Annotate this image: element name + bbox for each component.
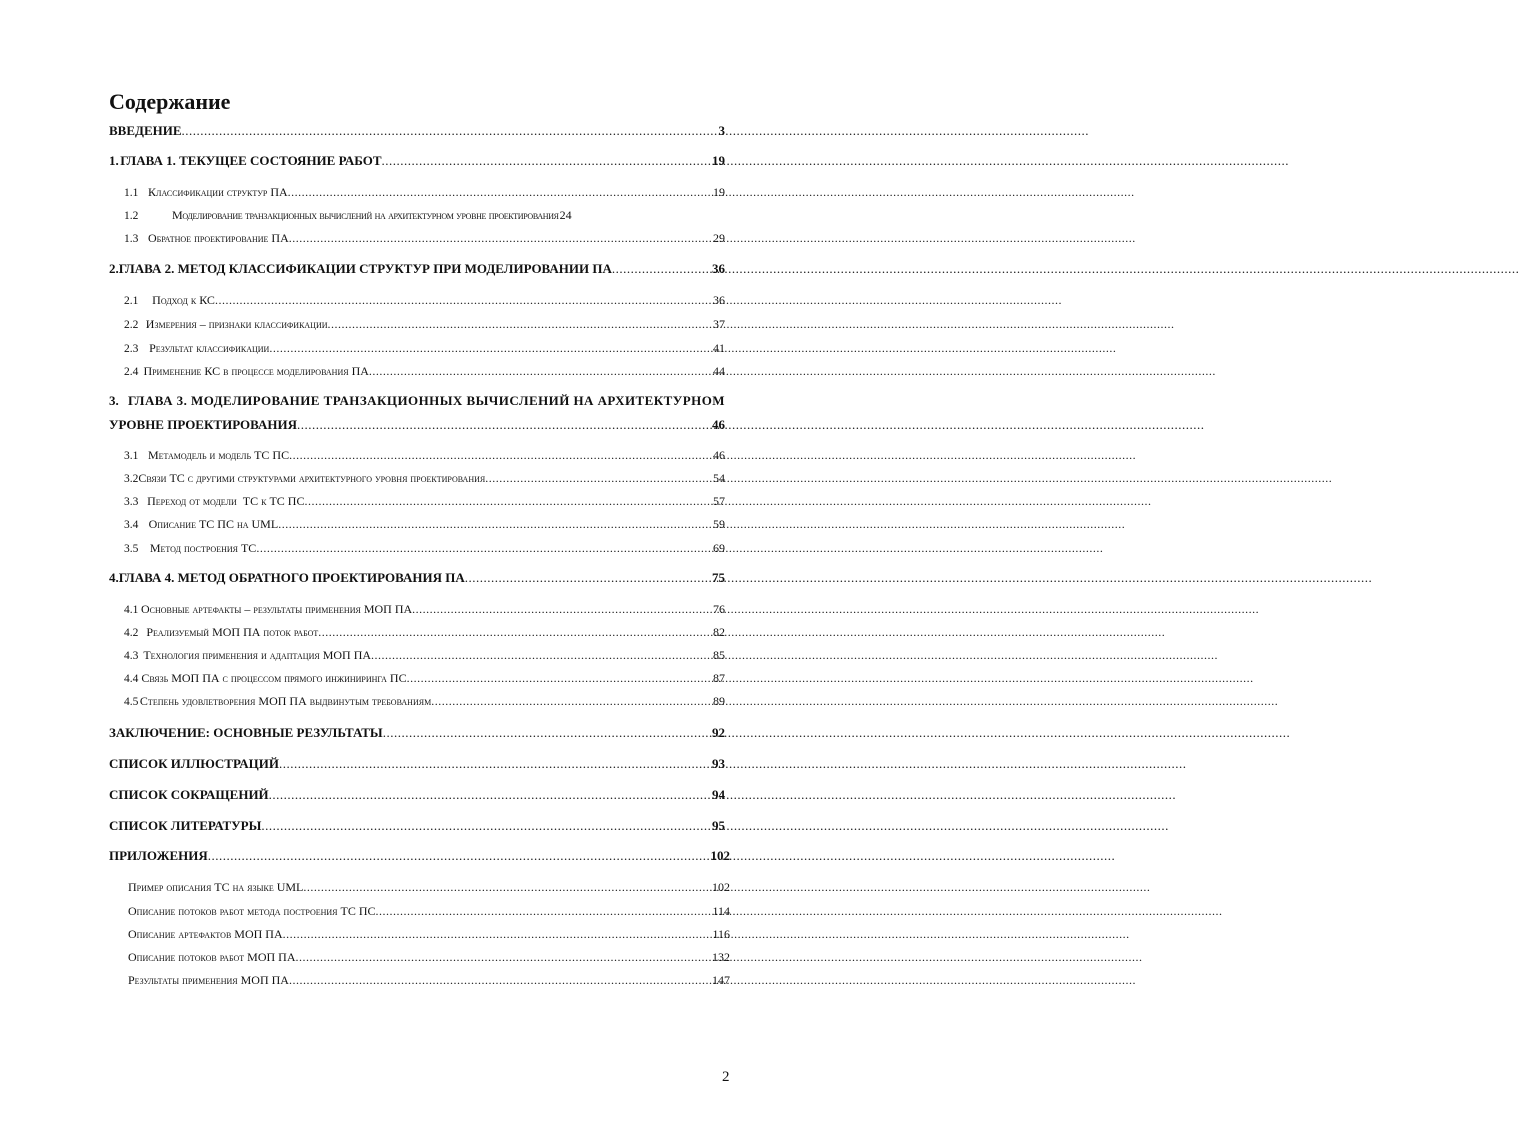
toc-entry-number: 1.3 bbox=[124, 233, 139, 245]
toc-leader bbox=[369, 363, 712, 379]
toc-entry-title: Описание артефактов МОП ПА bbox=[128, 927, 283, 941]
toc-entry-title: ГЛАВА 1. ТЕКУЩЕЕ СОСТОЯНИЕ РАБОТ bbox=[120, 153, 382, 168]
toc-leader bbox=[215, 292, 712, 308]
toc-leader bbox=[412, 601, 712, 617]
toc-entry-appendix-item bbox=[128, 879, 730, 895]
toc-page-number: 41 bbox=[713, 341, 725, 355]
toc-entry-title: Описание потоков работ метода построения ТС ПС bbox=[128, 904, 376, 918]
toc-entry-title: Степень удовлетворения МОП ПА выдвинутым требованиям bbox=[139, 694, 432, 708]
toc-page-number: 46 bbox=[713, 448, 725, 462]
toc-page-number: 36 bbox=[712, 261, 725, 276]
toc-leader bbox=[269, 340, 712, 356]
toc-entry-section bbox=[124, 601, 725, 618]
toc-leader bbox=[261, 818, 711, 834]
toc-leader bbox=[256, 540, 712, 556]
toc-entry-number: 3.4 bbox=[124, 519, 139, 531]
toc-entry-title: Метамодель и модель ТС ПС bbox=[147, 448, 290, 462]
toc-entry-section bbox=[124, 316, 725, 333]
toc-entry-section bbox=[124, 470, 725, 487]
toc-entry-appendix-item bbox=[128, 903, 730, 919]
toc-entry-chapter-3-continued bbox=[109, 417, 725, 433]
toc-page-number: 147 bbox=[712, 973, 730, 987]
toc-page-number: 46 bbox=[712, 417, 725, 432]
toc-page-number: 102 bbox=[712, 880, 730, 894]
toc-page-number: 93 bbox=[712, 756, 725, 771]
toc-entry-title: Классификации структур ПА bbox=[148, 185, 288, 199]
toc-entry-number: 1. bbox=[109, 153, 119, 168]
toc-entry-conclusion bbox=[109, 725, 725, 741]
toc-entry-title: Основные артефакты – результаты применения МОП ПА bbox=[140, 602, 413, 616]
toc-leader bbox=[382, 153, 711, 169]
toc-page-number: 132 bbox=[712, 950, 730, 964]
toc-entry-title: Реализуемый МОП ПА поток работ bbox=[146, 625, 319, 639]
toc-entry-section bbox=[124, 670, 725, 687]
toc-entry-title: СПИСОК ИЛЛЮСТРАЦИЙ bbox=[109, 756, 279, 771]
toc-entry-title: СПИСОК СОКРАЩЕНИЙ bbox=[109, 787, 269, 802]
toc-entry-chapter-1 bbox=[109, 153, 725, 169]
toc-entry-chapter-2 bbox=[109, 261, 725, 277]
toc-entry-section bbox=[124, 340, 725, 357]
toc-entry-title: ГЛАВА 4. МЕТОД ОБРАТНОГО ПРОЕКТИРОВАНИЯ ПА bbox=[118, 570, 465, 585]
toc-entry-illustrations bbox=[109, 756, 725, 772]
toc-leader bbox=[208, 848, 710, 864]
toc-entry-title: Связи ТС с другими структурами архитектурного уровня проектирования bbox=[138, 471, 486, 485]
toc-page-number: 76 bbox=[713, 602, 725, 616]
toc-entry-title: Описание ТС ПС на UML bbox=[148, 517, 279, 531]
toc-page-number: 59 bbox=[713, 517, 725, 531]
toc-entry-title: СПИСОК ЛИТЕРАТУРЫ bbox=[109, 818, 262, 833]
toc-page-number: 29 bbox=[713, 231, 725, 245]
toc-entry-number: 2. bbox=[109, 261, 119, 276]
page-title: Содержание bbox=[109, 89, 231, 114]
toc-entry-title: Применение КС в процессе моделирования ПА bbox=[143, 364, 369, 378]
toc-entry-number: 2.1 bbox=[124, 295, 139, 307]
toc-leader bbox=[407, 670, 712, 686]
toc-entry-number: 3.5 bbox=[124, 543, 139, 555]
toc-entry-number: 4. bbox=[109, 570, 119, 585]
toc-leader bbox=[289, 447, 712, 463]
toc-leader bbox=[465, 570, 711, 586]
toc-entry-title: ГЛАВА 3. МОДЕЛИРОВАНИЕ ТРАНЗАКЦИОННЫХ ВЫЧИСЛЕНИЙ НА АРХИТЕКТУРНОМ bbox=[128, 393, 725, 408]
toc-page-number: 92 bbox=[712, 725, 725, 740]
toc-page-number: 95 bbox=[712, 818, 725, 833]
toc-leader bbox=[318, 624, 712, 640]
toc-leader bbox=[182, 123, 718, 139]
toc-page-number: 75 bbox=[712, 570, 725, 585]
toc-entry-section bbox=[124, 447, 725, 464]
toc-entry-section bbox=[124, 647, 725, 664]
toc-entry-title: Связь МОП ПА с процессом прямого инжиниринга ПС bbox=[141, 671, 407, 685]
toc-leader bbox=[269, 787, 711, 803]
toc-entry-title: Результаты применения МОП ПА bbox=[128, 973, 289, 987]
toc-page-number: 54 bbox=[713, 471, 725, 485]
toc-leader bbox=[288, 184, 712, 200]
toc-entry-section bbox=[124, 184, 725, 201]
toc-entry-title: Подход к КС bbox=[152, 293, 215, 307]
toc-page-number: 24 bbox=[559, 208, 572, 222]
toc-entry-number: 2.2 bbox=[124, 319, 139, 331]
toc-entry-number: 2.4 bbox=[124, 366, 139, 378]
toc-leader bbox=[289, 972, 711, 988]
toc-entry-section bbox=[124, 292, 725, 309]
toc-leader bbox=[431, 693, 712, 709]
toc-entry-title: ЗАКЛЮЧЕНИЕ: ОСНОВНЫЕ РЕЗУЛЬТАТЫ bbox=[109, 725, 383, 740]
toc-page-number: 19 bbox=[712, 153, 725, 168]
toc-entry-section bbox=[124, 493, 725, 510]
toc-entry-appendix-item bbox=[128, 972, 730, 988]
toc-entry-section bbox=[124, 516, 725, 533]
toc-entry-number: 4.5 bbox=[124, 696, 139, 708]
toc-entry-section bbox=[124, 693, 725, 710]
toc-leader bbox=[278, 516, 712, 532]
toc-entry-literature bbox=[109, 818, 725, 834]
toc-page-number: 114 bbox=[712, 904, 730, 918]
toc-page-number: 36 bbox=[713, 293, 725, 307]
toc-entry-number: 3.1 bbox=[124, 450, 139, 462]
toc-entry-title: Описание потоков работ МОП ПА bbox=[128, 950, 296, 964]
page-number: 2 bbox=[722, 1069, 730, 1085]
toc-page-number: 44 bbox=[713, 364, 725, 378]
toc-entry-number: 4.4 bbox=[124, 673, 139, 685]
toc-entry-title: Пример описания ТС на языке UML bbox=[128, 880, 304, 894]
toc-leader bbox=[303, 879, 711, 895]
toc-entry-number: 4.3 bbox=[124, 650, 139, 662]
toc-page-number: 87 bbox=[713, 671, 725, 685]
toc-entry-title: Результат классификации bbox=[149, 341, 270, 355]
toc-entry-title: ПРИЛОЖЕНИЯ bbox=[109, 848, 208, 863]
toc-entry-title: ГЛАВА 2. МЕТОД КЛАССИФИКАЦИИ СТРУКТУР ПРИ МОДЕЛИРОВАНИИ ПА bbox=[118, 261, 612, 276]
toc-leader bbox=[289, 230, 712, 246]
toc-entry-title: Технология применения и адаптация МОП ПА bbox=[143, 648, 372, 662]
toc-page-number: 82 bbox=[713, 625, 725, 639]
toc-leader bbox=[283, 926, 712, 942]
toc-entry-abbreviations bbox=[109, 787, 725, 803]
toc-page-number: 19 bbox=[713, 185, 725, 199]
toc-leader bbox=[279, 756, 711, 772]
toc-page-number: 102 bbox=[710, 848, 730, 863]
toc-leader bbox=[612, 261, 711, 277]
toc-entry-number: 3.2 bbox=[124, 473, 139, 485]
toc-leader bbox=[297, 417, 711, 433]
toc-entry-number: 1.2 bbox=[124, 210, 139, 222]
toc-entry-section bbox=[124, 540, 725, 557]
toc-entry-title: Переход от модели ТС к ТС ПС bbox=[147, 494, 305, 508]
toc-entry-appendix-item bbox=[128, 949, 730, 965]
toc-entry-title: УРОВНЕ ПРОЕКТИРОВАНИЯ bbox=[109, 417, 298, 432]
toc-leader bbox=[304, 493, 712, 509]
toc-entry-intro bbox=[109, 123, 725, 139]
toc-entry-number: 3.3 bbox=[124, 496, 139, 508]
toc-entry-title: Обратное проектирование ПА bbox=[147, 231, 289, 245]
toc-page-number: 69 bbox=[713, 541, 725, 555]
toc-entry-section bbox=[124, 230, 725, 247]
toc-leader bbox=[383, 725, 711, 741]
toc-entry-chapter-4 bbox=[109, 570, 725, 586]
toc-leader bbox=[485, 470, 712, 486]
toc-entry-number: 4.1 bbox=[124, 604, 139, 616]
toc-entry-chapter-3 bbox=[109, 393, 725, 409]
toc-page-number: 57 bbox=[713, 494, 725, 508]
toc-page-number: 37 bbox=[713, 317, 725, 331]
toc-entry-section bbox=[124, 624, 725, 641]
toc-page-number: 3 bbox=[718, 123, 725, 138]
toc-entry-title: Метод построения ТС bbox=[149, 541, 257, 555]
toc-page-number: 94 bbox=[712, 787, 725, 802]
toc-page-number: 89 bbox=[713, 694, 725, 708]
toc-entry-number: 4.2 bbox=[124, 627, 139, 639]
toc-page-number: 85 bbox=[713, 648, 725, 662]
toc-entry-appendices bbox=[109, 848, 730, 864]
toc-entry-section bbox=[124, 207, 725, 224]
toc-entry-section bbox=[124, 363, 725, 380]
toc-entry-number: 1.1 bbox=[124, 187, 139, 199]
toc-entry-appendix-item bbox=[128, 926, 730, 942]
toc-leader bbox=[295, 949, 711, 965]
toc-entry-number: 3. bbox=[109, 393, 119, 408]
toc-leader bbox=[376, 903, 712, 919]
toc-entry-number: 2.3 bbox=[124, 343, 139, 355]
toc-entry-title: ВВЕДЕНИЕ bbox=[109, 123, 182, 138]
toc-entry-title: Моделирование транзакционных вычислений на архитектурном уровне проектирования bbox=[172, 208, 559, 222]
toc-leader bbox=[328, 316, 712, 332]
toc-leader bbox=[371, 647, 712, 663]
toc-page-number: 116 bbox=[712, 927, 730, 941]
toc-entry-title: Измерения – признаки классификации bbox=[145, 317, 328, 331]
